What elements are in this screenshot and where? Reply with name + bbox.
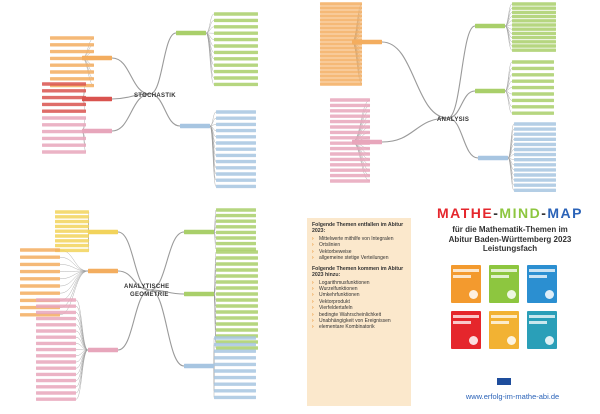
leaf-branch-line: [76, 319, 88, 350]
leaf-topic-box: [320, 14, 362, 17]
book-covers: [451, 265, 559, 351]
leaf-branch-line: [60, 257, 88, 271]
poster-title: MATHE-MIND-MAP: [437, 205, 583, 221]
leaf-topic-box: [50, 43, 94, 46]
leaf-topic-box: [55, 220, 89, 223]
leaf-topic-box: [330, 142, 370, 145]
leaf-topic-box: [214, 32, 258, 35]
leaf-topic-box: [330, 179, 370, 182]
leaf-branch-line: [60, 271, 88, 293]
leaf-topic-box: [216, 262, 258, 265]
leaf-topic-box: [216, 135, 256, 138]
added-topic-item: › Logarithmusfunktionen: [312, 280, 406, 286]
leaf-topic-box: [216, 110, 256, 113]
leaf-topic-box: [216, 236, 256, 239]
leaf-topic-box: [36, 329, 76, 332]
leaf-topic-box: [36, 305, 76, 308]
cover-title-band: [529, 275, 547, 278]
leaf-topic-box: [214, 70, 258, 73]
added-topic-item: › Wurzelfunktionen: [312, 286, 406, 292]
leaf-branch-line: [206, 20, 214, 33]
leaf-topic-box: [55, 225, 89, 228]
leaf-topic-box: [214, 343, 256, 346]
hub-nodes: [124, 93, 469, 298]
main-branch-line: [150, 33, 176, 94]
website-url[interactable]: www.erfolg-im-mathe-abi.de: [465, 392, 560, 401]
leaf-topic-box: [20, 292, 60, 295]
removed-topics-list: [312, 236, 406, 262]
leaf-branch-line: [505, 91, 512, 113]
leaf-topic-box: [216, 220, 256, 223]
leaf-topic-box: [320, 50, 362, 53]
leaf-topic-box: [36, 385, 76, 388]
leaf-branch-line: [508, 134, 514, 158]
leaf-topic-box: [514, 168, 556, 171]
book-cover-image: [451, 311, 481, 349]
leaf-topic-box: [320, 6, 362, 9]
added-topics-list: [312, 280, 406, 331]
leaf-topic-box: [216, 242, 256, 245]
leaf-topic-box: [512, 86, 554, 89]
leaf-topic-box: [330, 131, 370, 134]
leaf-topic-box: [216, 310, 258, 313]
leaf-branch-line: [206, 33, 214, 84]
leaf-topic-box: [514, 148, 556, 151]
leaf-topic-box: [55, 215, 89, 218]
leaf-branch-line: [82, 58, 94, 79]
leaf-topic-box: [36, 373, 76, 376]
leaf-topic-box: [55, 210, 89, 213]
cover-title-band: [529, 315, 555, 318]
leaf-topic-box: [514, 122, 556, 125]
cover-title-band: [453, 269, 479, 272]
removed-topic-item: › Mittelwerte mithilfe von Integralen: [312, 236, 406, 242]
poster-title-block: [425, 205, 595, 254]
leaf-branch-line: [210, 126, 216, 168]
leaf-topic-box: [216, 274, 258, 277]
main-branch-line: [118, 290, 150, 350]
publisher-logo: [497, 378, 511, 385]
leaf-topic-box: [512, 11, 556, 14]
leaf-topic-box: [20, 263, 60, 266]
leaf-topic-box: [36, 311, 76, 314]
leaf-topic-box: [512, 105, 554, 108]
leaf-branch-line: [505, 91, 512, 107]
cover-badge: [469, 290, 478, 299]
leaf-topic-box: [20, 256, 60, 259]
leaf-topic-box: [514, 158, 556, 161]
leaf-topic-box: [216, 172, 256, 175]
leaf-topic-box: [214, 336, 256, 339]
leaf-topic-box: [512, 40, 556, 43]
leaf-branch-line: [60, 271, 88, 315]
main-branch-line: [382, 42, 448, 118]
leaf-topic-box: [320, 18, 362, 21]
leaf-topic-box: [320, 26, 362, 29]
title-word-mind: MIND: [499, 205, 542, 221]
leaf-topic-box: [512, 15, 556, 18]
leaf-topic-box: [320, 70, 362, 73]
added-topic-item: › Vierfeldertafeln: [312, 305, 406, 311]
leaf-topic-box: [216, 141, 256, 144]
branch-topic-box: [475, 24, 505, 28]
cover-title-band: [529, 321, 547, 324]
leaf-topic-box: [214, 363, 256, 366]
side-copyright-note: [1, 285, 7, 405]
leaf-topic-box: [216, 328, 258, 331]
cover-badge: [469, 336, 478, 345]
leaf-branch-line: [505, 4, 512, 26]
hub-geometrie-line2: GEOMETRIE: [130, 292, 169, 298]
leaf-topic-box: [55, 230, 89, 233]
leaf-topic-box: [216, 123, 256, 126]
leaf-topic-box: [320, 34, 362, 37]
leaf-topic-box: [50, 50, 94, 53]
leaf-topic-box: [320, 54, 362, 57]
leaf-topic-box: [36, 323, 76, 326]
leaf-topic-box: [36, 348, 76, 351]
leaf-topic-box: [320, 42, 362, 45]
leaf-topic-box: [512, 67, 554, 70]
main-branch-line: [112, 94, 150, 131]
main-branch-line: [448, 118, 478, 158]
main-branch-line: [112, 58, 150, 94]
leaf-topic-box: [216, 160, 256, 163]
leaf-topic-box: [216, 316, 258, 319]
leaf-topic-box: [214, 389, 256, 392]
added-topic-item: › Vektorprodukt: [312, 299, 406, 305]
removed-topic-item: › allgemeine stetige Verteilungen: [312, 255, 406, 261]
leaf-topic-box: [216, 286, 258, 289]
leaf-branch-line: [60, 271, 88, 300]
subtitle-line: für die Mathematik-Themen im: [452, 225, 568, 234]
cover-badge: [507, 336, 516, 345]
leaf-topic-box: [330, 120, 370, 123]
cover-title-band: [491, 269, 517, 272]
leaf-topic-box: [512, 44, 556, 47]
leaf-topic-box: [320, 10, 362, 13]
leaf-topic-box: [216, 179, 256, 182]
leaf-topic-box: [42, 82, 86, 85]
leaf-topic-box: [214, 51, 258, 54]
leaf-topic-box: [512, 32, 556, 35]
leaf-topic-box: [514, 178, 556, 181]
cover-title-band: [453, 315, 479, 318]
leaf-topic-box: [36, 317, 76, 320]
leaf-branch-line: [210, 112, 216, 126]
leaf-topic-box: [512, 92, 554, 95]
leaf-topic-box: [514, 163, 556, 166]
leaf-branch-line: [206, 33, 214, 72]
leaf-topic-box: [320, 74, 362, 77]
leaf-topic-box: [36, 398, 76, 401]
leaf-topic-box: [320, 58, 362, 61]
leaf-topic-box: [214, 12, 258, 15]
title-word-mathe: MATHE: [437, 205, 494, 221]
leaf-topic-box: [216, 231, 256, 234]
branch-topic-box: [82, 129, 112, 133]
leaf-topic-box: [216, 322, 258, 325]
leaf-topic-box: [50, 36, 94, 39]
leaf-topic-box: [330, 174, 370, 177]
main-branch-line: [150, 232, 184, 290]
leaf-topic-box: [514, 133, 556, 136]
leaf-topic-box: [42, 150, 86, 153]
added-topics-heading: Folgende Themen kommen im Abitur 2023 hinzu:: [312, 265, 404, 278]
leaf-topic-box: [216, 148, 256, 151]
leaf-topic-box: [514, 127, 556, 130]
leaf-topic-box: [214, 44, 258, 47]
leaf-topic-box: [216, 346, 258, 349]
leaf-topic-box: [330, 125, 370, 128]
leaf-topic-box: [50, 70, 94, 73]
leaf-topic-box: [42, 130, 86, 133]
leaf-topic-box: [50, 77, 94, 80]
leaf-topic-box: [36, 354, 76, 357]
book-cover-image: [489, 311, 519, 349]
leaf-topic-box: [20, 270, 60, 273]
leaf-topic-box: [42, 96, 86, 99]
leaf-topic-box: [214, 38, 258, 41]
book-cover-image: [527, 265, 557, 303]
leaf-topic-box: [42, 137, 86, 140]
book-cover-image: [489, 265, 519, 303]
removed-topic-item: › Vektorbeweise: [312, 249, 406, 255]
leaf-topic-box: [514, 153, 556, 156]
leaf-topic-box: [216, 208, 256, 211]
leaf-topic-box: [512, 60, 554, 63]
leaf-topic-box: [214, 76, 258, 79]
leaf-topic-box: [214, 376, 256, 379]
leaf-topic-box: [42, 116, 86, 119]
leaf-topic-box: [512, 80, 554, 83]
leaf-topic-box: [320, 62, 362, 65]
leaf-topic-box: [36, 379, 76, 382]
leaf-topic-box: [514, 173, 556, 176]
leaf-topic-box: [320, 22, 362, 25]
cover-badge: [545, 290, 554, 299]
leaf-topic-box: [512, 2, 556, 5]
branch-topic-box: [88, 230, 118, 234]
leaf-topic-box: [36, 298, 76, 301]
leaf-topic-box: [512, 99, 554, 102]
leaf-branch-line: [508, 124, 514, 158]
leaf-topic-box: [216, 298, 258, 301]
cover-title-band: [491, 315, 517, 318]
branch-topic-box: [176, 31, 206, 35]
leaf-topic-box: [55, 239, 89, 242]
leaf-topic-box: [512, 7, 556, 10]
hub-geometrie-line1: ANALYTISCHE: [124, 284, 170, 290]
leaf-topic-box: [512, 23, 556, 26]
leaf-topic-box: [216, 292, 258, 295]
leaf-branch-line: [60, 264, 88, 271]
book-cover-image: [451, 265, 481, 303]
book-cover-image: [527, 311, 557, 349]
cover-title-band: [453, 321, 471, 324]
poster-subtitle: [425, 225, 595, 254]
leaf-topic-box: [320, 30, 362, 33]
branch-topic-box: [478, 156, 508, 160]
leaf-topic-box: [36, 360, 76, 363]
leaf-topic-box: [514, 143, 556, 146]
leaf-topic-box: [55, 234, 89, 237]
leaf-topic-box: [42, 110, 86, 113]
leaf-topic-box: [512, 19, 556, 22]
leaf-topic-box: [320, 82, 362, 85]
leaf-topic-box: [512, 112, 554, 115]
leaf-topic-box: [514, 138, 556, 141]
leaf-topic-box: [330, 147, 370, 150]
leaf-topic-box: [214, 369, 256, 372]
branch-lines: [60, 4, 514, 399]
leaf-topic-box: [216, 214, 256, 217]
leaf-topic-box: [330, 158, 370, 161]
leaf-topic-box: [20, 277, 60, 280]
branch-topic-box: [82, 97, 112, 101]
leaf-topic-box: [320, 38, 362, 41]
subtitle-line: Leistungsfach: [482, 244, 538, 253]
leaf-topic-box: [330, 109, 370, 112]
leaf-topic-box: [330, 152, 370, 155]
leaf-topic-box: [330, 169, 370, 172]
leaf-topic-box: [514, 184, 556, 187]
branch-topic-box: [475, 89, 505, 93]
leaf-topic-box: [214, 19, 258, 22]
removed-topic-item: › Ortslinien: [312, 242, 406, 248]
leaf-topic-box: [214, 350, 256, 353]
hub-stochastik: STOCHASTIK: [134, 93, 176, 99]
leaf-topic-box: [216, 250, 258, 253]
leaf-topic-box: [20, 284, 60, 287]
leaf-topic-box: [20, 248, 60, 251]
leaf-topic-box: [330, 115, 370, 118]
leaf-topic-box: [36, 336, 76, 339]
leaf-topic-box: [214, 83, 258, 86]
leaf-topic-box: [514, 189, 556, 192]
leaf-topic-box: [330, 104, 370, 107]
leaf-topic-box: [320, 66, 362, 69]
leaf-branch-line: [508, 158, 514, 185]
leaf-topic-box: [216, 268, 258, 271]
leaf-topic-box: [216, 166, 256, 169]
branch-topic-box: [184, 364, 214, 368]
leaf-branch-line: [76, 312, 88, 350]
leaf-topic-box: [512, 28, 556, 31]
leaf-topic-box: [214, 57, 258, 60]
cover-title-band: [529, 269, 555, 272]
leaf-topic-box: [330, 136, 370, 139]
leaf-topic-box: [320, 2, 362, 5]
leaf-topic-box: [36, 342, 76, 345]
leaf-topic-box: [50, 64, 94, 67]
cover-title-band: [491, 321, 509, 324]
title-word-map: MAP: [547, 205, 583, 221]
leaf-topic-box: [42, 103, 86, 106]
leaf-topic-box: [216, 256, 258, 259]
leaf-topic-box: [55, 244, 89, 247]
leaf-topic-box: [214, 396, 256, 399]
leaf-topic-box: [216, 280, 258, 283]
leaf-topic-box: [42, 123, 86, 126]
cover-badge: [507, 290, 516, 299]
leaf-topic-box: [214, 64, 258, 67]
added-topic-item: › elementare Kombinatorik: [312, 324, 406, 330]
leaf-topic-box: [330, 98, 370, 101]
leaf-topic-box: [216, 185, 256, 188]
leaf-topic-box: [36, 367, 76, 370]
leaf-topic-box: [214, 25, 258, 28]
leaf-topic-box: [50, 57, 94, 60]
branch-topic-box: [180, 124, 210, 128]
leaf-branch-line: [60, 271, 88, 308]
added-topic-item: › bedingte Wahrscheinlichkeit: [312, 312, 406, 318]
leaf-topic-box: [512, 49, 556, 52]
leaf-branch-line: [76, 350, 88, 393]
added-topic-item: › Unabhängigkeit von Ereignissen: [312, 318, 406, 324]
cover-badge: [545, 336, 554, 345]
removed-topics-heading: Folgende Themen entfallen im Abitur 2023:: [312, 222, 404, 234]
cover-title-band: [453, 275, 471, 278]
leaf-topic-box: [42, 144, 86, 147]
leaf-topic-box: [320, 78, 362, 81]
leaf-topic-box: [216, 225, 256, 228]
leaf-topic-box: [214, 356, 256, 359]
cover-title-band: [491, 275, 509, 278]
hub-analysis: ANALYSIS: [437, 117, 470, 123]
leaf-topic-box: [216, 117, 256, 120]
leaf-topic-box: [330, 163, 370, 166]
branch-topic-box: [88, 269, 118, 273]
leaf-topic-box: [214, 383, 256, 386]
branch-topic-box: [184, 230, 214, 234]
leaf-topic-box: [55, 249, 89, 252]
added-topic-item: › Umkehrfunktionen: [312, 292, 406, 298]
leaf-topic-box: [512, 73, 554, 76]
branch-topic-box: [88, 348, 118, 352]
main-branch-line: [150, 290, 184, 366]
branch-topic-box: [184, 292, 214, 296]
leaf-topic-box: [216, 154, 256, 157]
leaf-topic-box: [512, 36, 556, 39]
leaf-topic-box: [42, 89, 86, 92]
leaf-topic-box: [216, 129, 256, 132]
leaf-topic-box: [216, 304, 258, 307]
leaf-topic-box: [36, 391, 76, 394]
changes-info-box: [307, 218, 411, 406]
subtitle-line: Abitur Baden-Württemberg 2023: [448, 234, 572, 244]
leaf-topic-box: [320, 46, 362, 49]
